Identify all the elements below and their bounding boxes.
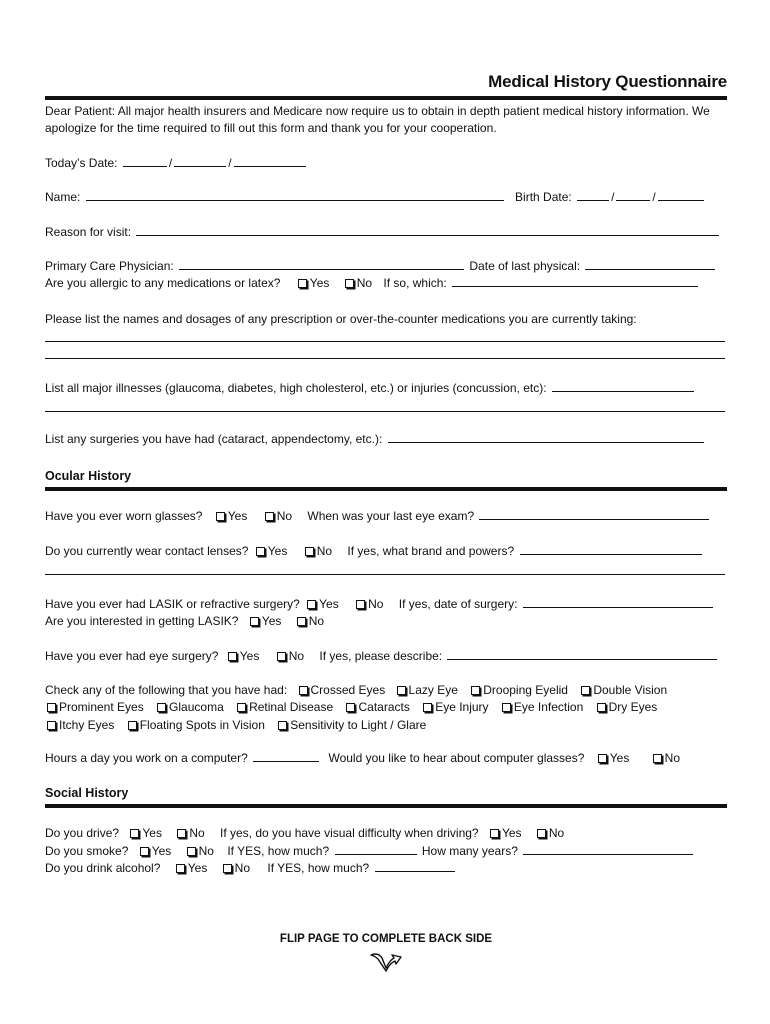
check-any-label: Check any of the following that you have had: [45, 683, 288, 697]
lasik-label: Have you ever had LASIK or refractive surgery? [45, 597, 300, 611]
drink-how-much-label: If YES, how much? [267, 861, 370, 875]
drink-label: Do you drink alcohol? [45, 861, 161, 875]
date-separator: / [652, 190, 656, 204]
intro-text: Dear Patient: All major health insurers and Medicare now require us to obtain in depth patient medical history information. We apologize for the time required to fill out this form and thank you for your cooperation. [45, 104, 710, 135]
illnesses-label: List all major illnesses (glaucoma, diabetes, high cholesterol, etc.) or injuries (concussion, etc): [45, 381, 547, 395]
allergy-yes-option[interactable]: Yes [296, 276, 330, 290]
birth-day-field[interactable] [616, 190, 650, 201]
checkbox-icon[interactable] [130, 829, 139, 838]
reason-field[interactable] [136, 225, 719, 236]
checkbox-icon[interactable] [356, 600, 365, 609]
computer-hours-field[interactable] [253, 751, 319, 762]
checkbox-icon[interactable] [278, 721, 287, 730]
condition-option[interactable]: Dry Eyes [595, 700, 658, 714]
drink-no-option[interactable]: No [221, 861, 250, 875]
drive-yes-option[interactable]: Yes [128, 826, 162, 840]
computer-glasses-no-option[interactable]: No [651, 751, 680, 765]
ocular-divider [45, 487, 727, 491]
todays-date-row [45, 156, 308, 170]
checkbox-icon[interactable] [653, 754, 662, 763]
checkbox-icon[interactable] [298, 279, 307, 288]
contacts-yes-option[interactable]: Yes [254, 544, 288, 558]
how-many-years-label: How many years? [421, 844, 518, 858]
computer-hours-label: Hours a day you work on a computer? [45, 751, 248, 765]
illnesses-line-2[interactable] [45, 411, 725, 412]
eye-surgery-yes-option[interactable]: Yes [226, 649, 260, 663]
name-label: Name: [45, 190, 81, 204]
todays-date-month-field[interactable] [123, 156, 167, 167]
checkbox-icon[interactable] [598, 754, 607, 763]
condition-option[interactable]: Floating Spots in Vision [126, 718, 265, 732]
checkbox-icon[interactable] [128, 721, 137, 730]
todays-date-day-field[interactable] [174, 156, 226, 167]
title-divider [45, 96, 727, 100]
condition-option[interactable]: Lazy Eye [395, 683, 458, 697]
pcp-label: Primary Care Physician: [45, 259, 174, 273]
pcp-row [45, 259, 717, 273]
checkbox-icon[interactable] [223, 864, 232, 873]
checkbox-icon[interactable] [176, 864, 185, 873]
smoke-label: Do you smoke? [45, 844, 129, 858]
smoke-row [45, 844, 695, 858]
allergy-label: Are you allergic to any medications or latex? [45, 276, 281, 290]
checkbox-icon[interactable] [177, 829, 186, 838]
date-separator: / [168, 156, 173, 170]
drive-label: Do you drive? [45, 826, 120, 840]
checkbox-icon[interactable] [228, 652, 237, 661]
allergy-no-option[interactable]: No [343, 276, 372, 290]
computer-glasses-yes-option[interactable]: Yes [596, 751, 630, 765]
smoke-yes-option[interactable]: Yes [138, 844, 172, 858]
checkbox-icon[interactable] [305, 547, 314, 556]
condition-option[interactable]: Eye Injury [421, 700, 488, 714]
last-exam-label: When was your last eye exam? [307, 509, 475, 523]
checkbox-icon[interactable] [237, 703, 246, 712]
checkbox-icon[interactable] [140, 847, 149, 856]
social-history-heading: Social History [45, 786, 129, 800]
condition-option[interactable]: Crossed Eyes [297, 683, 386, 697]
birth-year-field[interactable] [658, 190, 704, 201]
condition-option[interactable]: Sensitivity to Light / Glare [276, 718, 426, 732]
checkbox-icon[interactable] [47, 703, 56, 712]
allergy-row [45, 276, 700, 290]
condition-option[interactable]: Prominent Eyes [45, 700, 144, 714]
checkbox-icon[interactable] [581, 686, 590, 695]
todays-date-label: Today’s Date: [45, 156, 118, 170]
contacts-label: Do you currently wear contact lenses? [45, 544, 249, 558]
todays-date-year-field[interactable] [234, 156, 306, 167]
if-so-label: If so, which: [383, 276, 447, 290]
checkbox-icon[interactable] [502, 703, 511, 712]
conditions-row-3 [45, 718, 426, 732]
checkbox-icon[interactable] [397, 686, 406, 695]
smoke-no-option[interactable]: No [185, 844, 214, 858]
condition-option[interactable]: Double Vision [579, 683, 667, 697]
glasses-label: Have you ever worn glasses? [45, 509, 203, 523]
name-field[interactable] [86, 190, 504, 201]
visual-difficulty-label: If yes, do you have visual difficulty when driving? [220, 826, 479, 840]
smoke-how-much-label: If YES, how much? [227, 844, 330, 858]
questionnaire-page [45, 0, 727, 1024]
drive-row [45, 826, 564, 840]
checkbox-icon[interactable] [277, 652, 286, 661]
surgeries-label: List any surgeries you have had (cataract, appendectomy, etc.): [45, 432, 383, 446]
lasik-interest-label: Are you interested in getting LASIK? [45, 614, 239, 628]
lasik-no-option[interactable]: No [354, 597, 383, 611]
checkbox-icon[interactable] [346, 703, 355, 712]
checkbox-icon[interactable] [345, 279, 354, 288]
illnesses-field[interactable] [552, 381, 694, 392]
checkbox-icon[interactable] [157, 703, 166, 712]
drink-yes-option[interactable]: Yes [174, 861, 208, 875]
last-physical-label: Date of last physical: [469, 259, 581, 273]
reason-row [45, 225, 721, 239]
smoke-how-much-field[interactable] [335, 844, 417, 855]
surgeries-field[interactable] [388, 432, 704, 443]
birth-month-field[interactable] [577, 190, 609, 201]
lasik-interest-yes-option[interactable]: Yes [248, 614, 282, 628]
lasik-interest-no-option[interactable]: No [295, 614, 324, 628]
surgeries-row [45, 432, 706, 446]
lasik-date-label: If yes, date of surgery: [398, 597, 518, 611]
conditions-row-1 [45, 683, 667, 697]
reason-label: Reason for visit: [45, 225, 132, 239]
brand-field[interactable] [520, 544, 702, 555]
flip-page-instruction: FLIP PAGE TO COMPLETE BACK SIDE [279, 933, 493, 945]
checkbox-icon[interactable] [537, 829, 546, 838]
contacts-no-option[interactable]: No [303, 544, 332, 558]
last-exam-field[interactable] [479, 509, 709, 520]
glasses-yes-option[interactable]: Yes [214, 509, 248, 523]
visual-difficulty-no-option[interactable]: No [535, 826, 564, 840]
condition-option[interactable]: Drooping Eyelid [469, 683, 568, 697]
computer-row [45, 751, 680, 765]
lasik-row [45, 597, 715, 611]
social-divider [45, 804, 727, 808]
condition-option[interactable]: Glaucoma [155, 700, 224, 714]
contacts-line-2[interactable] [45, 574, 725, 575]
eye-surgery-detail-field[interactable] [447, 649, 717, 660]
checkbox-icon[interactable] [490, 829, 499, 838]
computer-glasses-label: Would you like to hear about computer glasses? [328, 751, 585, 765]
lasik-date-field[interactable] [523, 597, 713, 608]
lasik-interest-row [45, 614, 324, 628]
condition-option[interactable]: Eye Infection [500, 700, 583, 714]
checkbox-icon[interactable] [265, 512, 274, 521]
condition-option[interactable]: Retinal Disease [235, 700, 333, 714]
ocular-history-heading: Ocular History [45, 469, 132, 483]
contacts-row [45, 544, 704, 558]
checkbox-icon[interactable] [597, 703, 606, 712]
brand-label: If yes, what brand and powers? [347, 544, 515, 558]
glasses-no-option[interactable]: No [263, 509, 292, 523]
date-separator: / [228, 156, 232, 170]
last-physical-field[interactable] [585, 259, 715, 270]
condition-option[interactable]: Itchy Eyes [45, 718, 114, 732]
lasik-yes-option[interactable]: Yes [305, 597, 339, 611]
illnesses-row [45, 381, 696, 395]
condition-option[interactable]: Cataracts [344, 700, 409, 714]
how-many-years-field[interactable] [523, 844, 693, 855]
checkbox-icon[interactable] [47, 721, 56, 730]
allergy-detail-field[interactable] [452, 276, 698, 287]
eye-surgery-label: Have you ever had eye surgery? [45, 649, 219, 663]
visual-difficulty-yes-option[interactable]: Yes [488, 826, 522, 840]
conditions-row-2 [45, 700, 657, 714]
drive-no-option[interactable]: No [175, 826, 204, 840]
glasses-row [45, 509, 711, 523]
flip-arrow-icon [368, 950, 404, 974]
medications-line-2[interactable] [45, 358, 725, 359]
checkbox-icon[interactable] [307, 600, 316, 609]
checkbox-icon[interactable] [471, 686, 480, 695]
eye-surgery-row [45, 649, 719, 663]
checkbox-icon[interactable] [216, 512, 225, 521]
birth-date-label: Birth Date: [515, 190, 572, 204]
name-row [45, 190, 706, 204]
date-separator: / [611, 190, 615, 204]
describe-label: If yes, please describe: [319, 649, 443, 663]
checkbox-icon[interactable] [423, 703, 432, 712]
checkbox-icon[interactable] [299, 686, 308, 695]
checkbox-icon[interactable] [297, 617, 306, 626]
checkbox-icon[interactable] [250, 617, 259, 626]
eye-surgery-no-option[interactable]: No [275, 649, 304, 663]
page-title: Medical History Questionnaire [488, 72, 727, 91]
pcp-field[interactable] [179, 259, 464, 270]
medications-line-1[interactable] [45, 341, 725, 342]
checkbox-icon[interactable] [256, 547, 265, 556]
drink-how-much-field[interactable] [375, 861, 455, 872]
drink-row [45, 861, 457, 875]
checkbox-icon[interactable] [187, 847, 196, 856]
medications-label: Please list the names and dosages of any prescription or over-the-counter medications you are currently taking: [45, 312, 637, 326]
